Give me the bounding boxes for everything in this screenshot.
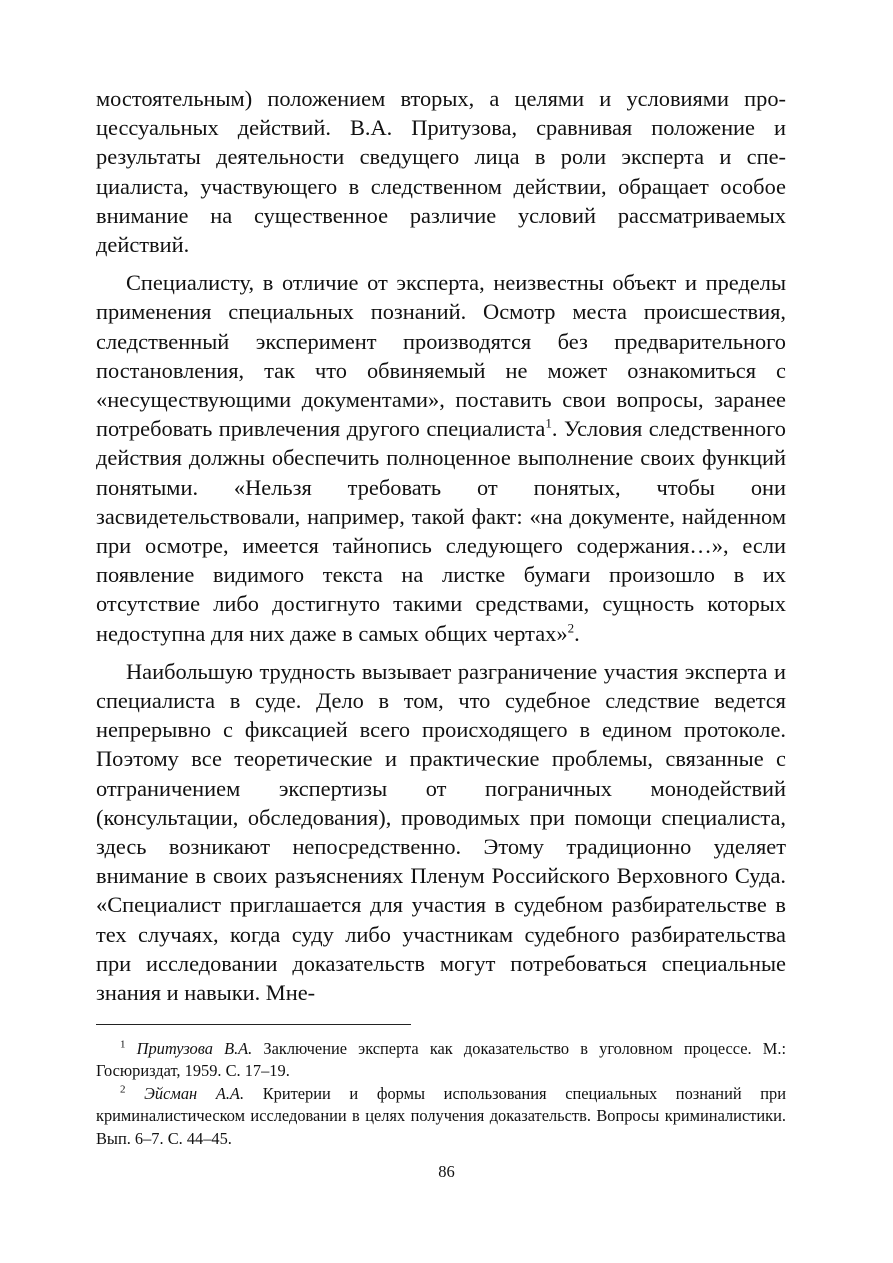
footnote-ref-2[interactable]: 2	[567, 620, 575, 636]
paragraph-2-text-a: Специалисту, в отличие от эксперта, неизвестны объект и пределы применения специальных познаний. Осмотр места происшествия, следственный эксперимент производятся без предварительного постановления, так что обвиняемый не может ознакомиться с «несуществующими документами», поставить свои вопросы, заранее потребовать привлечения другого специалиста	[96, 270, 786, 442]
footnote-2-author: Эйсман А.А.	[144, 1083, 245, 1103]
paragraph-2-text-b: . Условия следственного действия должны обеспечить полноценное выполнение своих функций понятыми. «Нельзя требовать от понятых, чтобы они засвидетельствовали, например, такой факт: «на документе, найденном при осмотре, имеется тайнопись следующего содержания…», если появление видимого текста на листке бумаги произошло в их отсутствие либо достигнуто такими средствами, сущность которых недоступна для них даже в самых общих чертах»	[96, 416, 786, 646]
footnote-2-mark: 2	[120, 1083, 126, 1096]
page-number: 86	[438, 1162, 455, 1181]
footnote-1	[96, 1038, 786, 1083]
footnote-ref-1[interactable]: 1	[545, 415, 552, 431]
paragraph-1	[96, 84, 786, 259]
footnote-2-text: Критерии и формы использования специальных познаний при криминалистическом исследовании в целях получения доказательств. Вопросы криминалистики. Вып. 6–7. С. 44–45.	[96, 1083, 787, 1148]
paragraph-2	[96, 268, 786, 648]
paragraph-2-text-c: .	[574, 620, 580, 646]
footnote-1-mark: 1	[120, 1038, 126, 1051]
footnote-divider	[96, 1024, 411, 1025]
paragraph-1-text: мостоятельным) положением вторых, а целями и условиями процессуальных действий. В.А. Притузова, сравнивая положение и результаты деятельности сведущего лица в роли эксперта и специалиста, участвующего в следственном действии, обращает особое внимание на существенное различие условий рассматриваемых действий.	[96, 86, 786, 258]
footnote-1-text: Заключение эксперта как доказательство в уголовном процессе. М.: Госюриздат, 1959. С. 17–19.	[96, 1039, 786, 1081]
paragraph-3	[96, 657, 786, 1007]
footnote-2	[96, 1083, 786, 1150]
footnote-1-author: Притузова В.А.	[136, 1039, 253, 1058]
paragraph-3-text: Наибольшую трудность вызывает разграничение участия эксперта и специалиста в суде. Дело в том, что судебное следствие ведется непрерывно с фиксацией всего происходящего в едином протоколе. Поэтому все теоретические и практические проблемы, связанные с отграничением экспертизы от пограничных монодействий (консультации, обследования), проводимых при помощи специалиста, здесь возникают непосредственно. Этому традиционно уделяет внимание в своих разъяснениях Пленум Российского Верховного Суда. «Специалист приглашается для участия в судебном разбирательстве в тех случаях, когда суду либо участникам судебного разбирательства при исследовании доказательств могут потребоваться специальные знания и навыки. Мне-	[96, 658, 786, 1006]
main-text	[96, 84, 786, 1007]
footnotes	[96, 1038, 786, 1150]
